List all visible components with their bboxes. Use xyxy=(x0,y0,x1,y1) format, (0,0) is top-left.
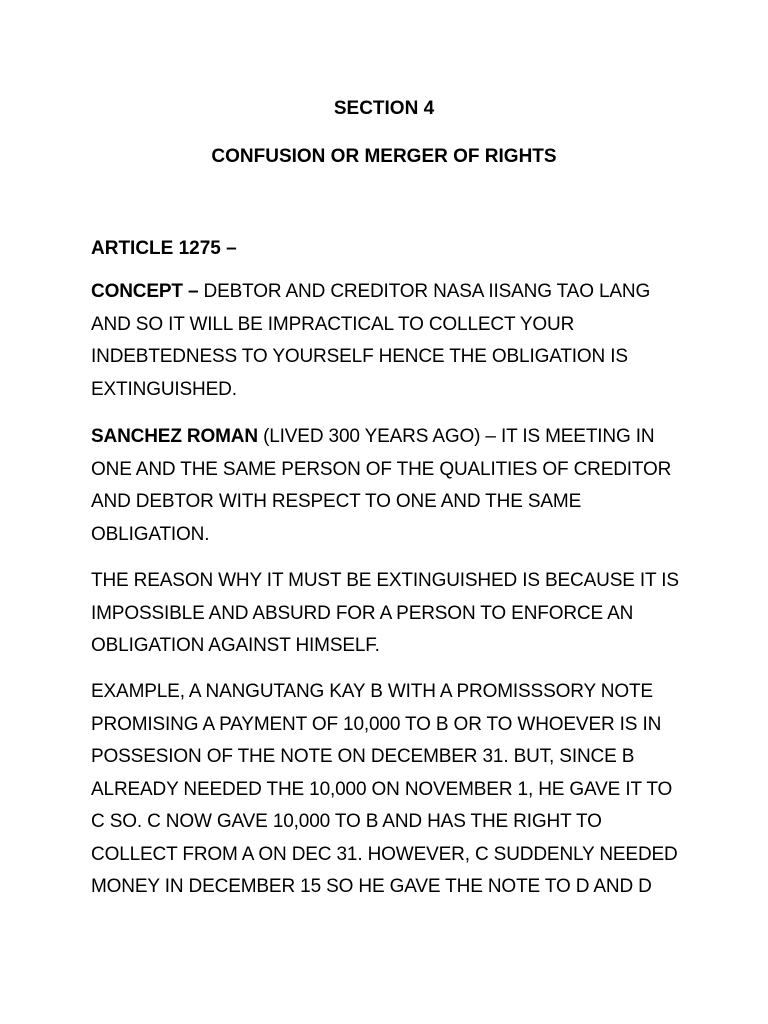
paragraph-line: PROMISING A PAYMENT OF 10,000 TO B OR TO WHOEVER IS IN xyxy=(91,713,662,735)
paragraph-line: ALREADY NEEDED THE 10,000 ON NOVEMBER 1, HE GAVE IT TO xyxy=(91,778,673,800)
paragraph-line: OBLIGATION. xyxy=(91,523,210,545)
section-title: SECTION 4 xyxy=(333,98,435,119)
document-subtitle: CONFUSION OR MERGER OF RIGHTS xyxy=(211,146,557,167)
paragraph-line: THE REASON WHY IT MUST BE EXTINGUISHED IS BECAUSE IT IS xyxy=(91,570,679,591)
paragraph-line xyxy=(91,276,691,309)
paragraph-line: OBLIGATION AGAINST HIMSELF. xyxy=(91,635,380,656)
concept-label: CONCEPT – xyxy=(91,281,199,302)
paragraph-text: (LIVED 300 YEARS AGO) – IT IS MEETING IN xyxy=(257,426,655,447)
paragraph-text: DEBTOR AND CREDITOR NASA IISANG TAO LANG xyxy=(198,281,651,302)
paragraph-line: AND DEBTOR WITH RESPECT TO ONE AND THE SAME xyxy=(91,491,582,512)
concept-paragraph xyxy=(91,276,691,406)
reason-paragraph xyxy=(91,565,691,663)
paragraph-line: EXAMPLE, A NANGUTANG KAY B WITH A PROMISSSORY NOTE xyxy=(91,681,653,702)
paragraph-line: POSSESION OF THE NOTE ON DECEMBER 31. BUT, SINCE B xyxy=(91,746,635,767)
sanchez-roman-label: SANCHEZ ROMAN xyxy=(91,426,258,447)
paragraph-line xyxy=(91,421,691,454)
paragraph-line: COLLECT FROM A ON DEC 31. HOWEVER, C SUDDENLY NEEDED xyxy=(91,843,678,865)
paragraph-line: EXTINGUISHED. xyxy=(91,378,237,400)
sanchez-roman-paragraph xyxy=(91,421,691,551)
paragraph-line: IMPOSSIBLE AND ABSURD FOR A PERSON TO ENFORCE AN xyxy=(91,602,634,624)
paragraph-line: INDEBTEDNESS TO YOURSELF HENCE THE OBLIGATION IS xyxy=(91,346,628,367)
paragraph-line: AND SO IT WILL BE IMPRACTICAL TO COLLECT YOUR xyxy=(91,313,575,335)
article-heading: ARTICLE 1275 – xyxy=(91,238,237,259)
example-paragraph xyxy=(91,676,691,904)
paragraph-line: ONE AND THE SAME PERSON OF THE QUALITIES OF CREDITOR xyxy=(91,458,672,480)
paragraph-line: MONEY IN DECEMBER 15 SO HE GAVE THE NOTE TO D AND D xyxy=(91,876,652,897)
paragraph-line: C SO. C NOW GAVE 10,000 TO B AND HAS THE RIGHT TO xyxy=(91,811,602,832)
